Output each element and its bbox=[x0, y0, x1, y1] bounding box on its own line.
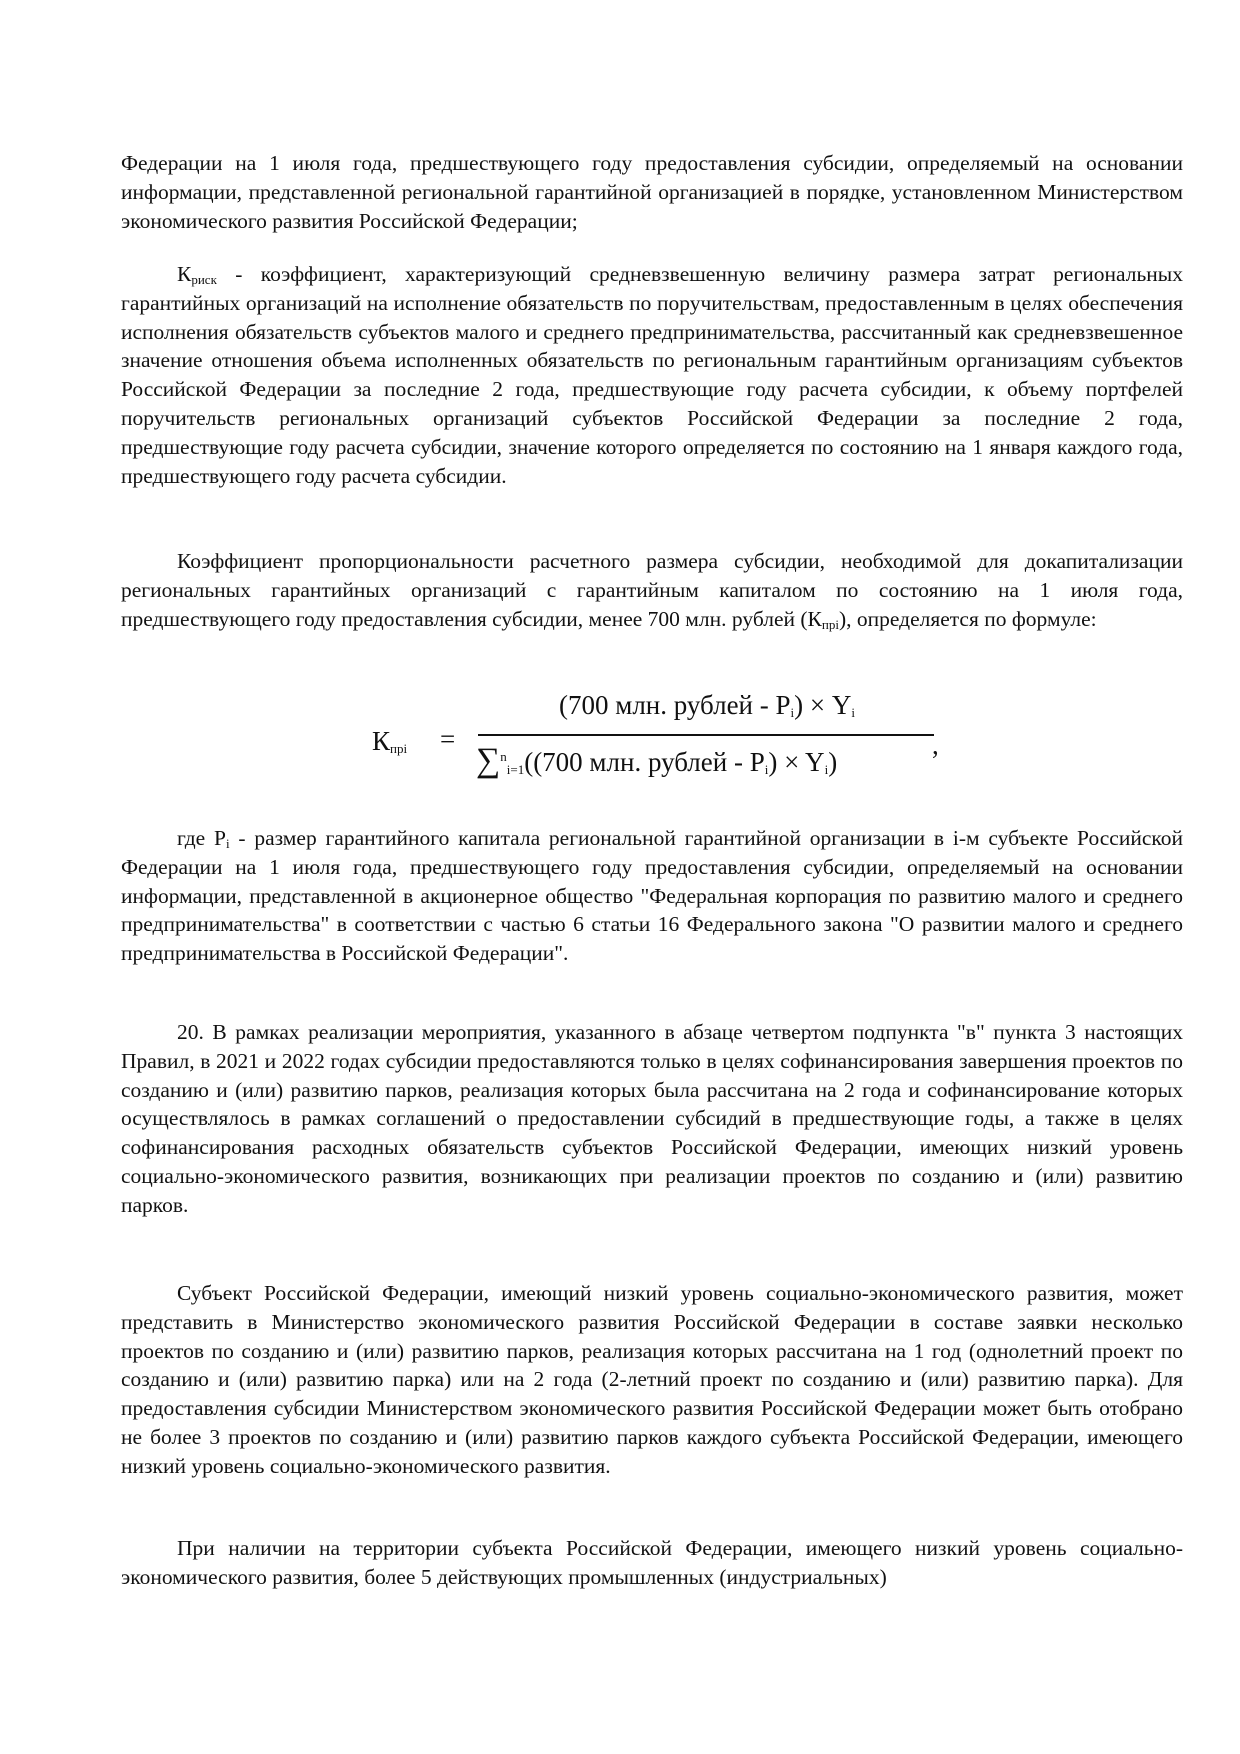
paragraph-20: 20. В рамках реализации мероприятия, указанного в абзаце четвертом подпункта "в" пункта 3 настоящих Правил, в 2021 и 2022 годах субсидии предоставляются только в целях софинансирования завершения проектов по созданию и (или) развитию парков, реализация которых была рассчитана на 2 года и софинансирование которых осуществлялось в рамках соглашений о предоставлении субсидий в предшествующие годы, а также в целях софинансирования расходных обязательств субъектов Российской Федерации, имеющих низкий уровень социально-экономического развития, возникающих при реализации проектов по созданию и (или) развитию парков. bbox=[121, 1020, 1183, 1217]
formula-comma: , bbox=[932, 730, 939, 760]
paragraph-pi: где $P_i$ - размер гарантийного капитала региональной гарантийной организации в i-м субъекте Российской Федерации на 1 июля года, предшествующего году предоставления субсидии, определяемый на основании информации, представленной в акционерное общество "Федеральная корпорация по развитию малого и среднего предпринимательства" в соответствии с частью 6 статьи 16 Федерального закона "О развитии малого и среднего предпринимательства в Российской Федерации". bbox=[121, 826, 1184, 966]
krisk-symbol: $К_{риск}$ bbox=[177, 262, 217, 287]
formula-lhs: $К_{прi}$ bbox=[372, 726, 408, 756]
paragraph-presence: При наличии на территории субъекта Российской Федерации, имеющего низкий уровень социально-экономического развития, более 5 действующих промышленных (индустриальных) bbox=[121, 1536, 1183, 1589]
paragraph-coefficient: Коэффициент пропорциональности расчетного размера субсидии, необходимой для докапитализации региональных гарантийных организаций с гарантийным капиталом по состоянию на 1 июля года, предшествующего году предоставления субсидии, менее 700 млн. рублей $(К_{прi})$, определяется по формуле: bbox=[121, 549, 1183, 632]
fraction-bar bbox=[478, 734, 934, 736]
formula-denominator: ∑$^n_{i=1}$((700 млн. рублей - $P_i) \times Y_i$) bbox=[476, 742, 838, 779]
paragraph-subject: Субъект Российской Федерации, имеющий низкий уровень социально-экономического развития, может представить в Министерство экономического развития Российской Федерации в составе заявки несколько проектов по созданию и (или) развитию парков, реализация которых рассчитана на 1 год (однолетний проект по созданию и (или) развитию парка) или на 2 года (2-летний проект по созданию и (или) развитию парка). Для предоставления субсидии Министерством экономического развития Российской Федерации может быть отобрано не более 3 проектов по созданию и (или) развитию парков каждого субъекта Российской Федерации, имеющего низкий уровень социально-экономического развития. bbox=[121, 1281, 1183, 1478]
paragraph-1: Федерации на 1 июля года, предшествующего году предоставления субсидии, определяемый на основании информации, представленной региональной гарантийной организацией в порядке, установленном Министерством экономического развития Российской Федерации; bbox=[121, 151, 1183, 233]
formula-numerator: (700 млн. рублей - $P_i) \times Y_i$ bbox=[559, 690, 855, 720]
formula-kpri bbox=[370, 690, 950, 800]
paragraph-krisk: $К_{риск}$ - коэффициент, характеризующий средневзвешенную величину размера затрат региональных гарантийных организаций на исполнение обязательств по поручительствам, предоставленным в целях обеспечения исполнения обязательств субъектов малого и среднего предпринимательства, рассчитанный как средневзвешенное значение отношения объема исполненных обязательств по региональным гарантийным организациям субъектов Российской Федерации за последние 2 года, предшествующие году расчета субсидии, к объему портфелей поручительств региональных организаций субъектов Российской Федерации за последние 2 года, предшествующие году расчета субсидии, значение которого определяется по состоянию на 1 января каждого года, предшествующего году расчета субсидии. bbox=[121, 262, 1183, 488]
formula-equals: = bbox=[440, 724, 456, 754]
